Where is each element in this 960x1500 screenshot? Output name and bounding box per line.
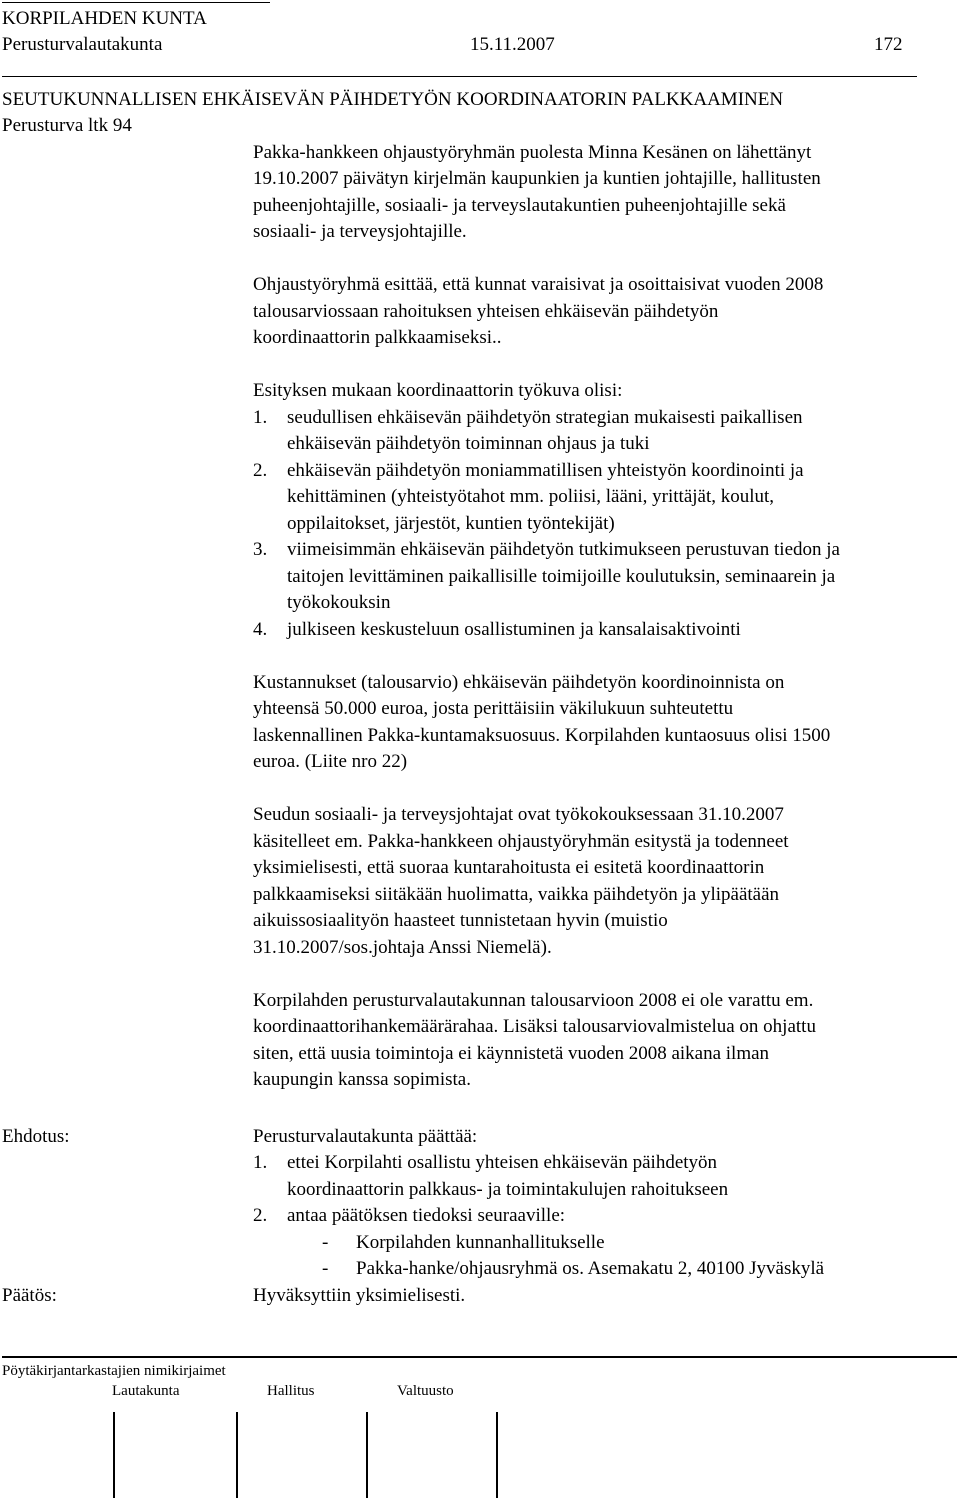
proposal-line-1: Ohjaustyöryhmä esittää, että kunnat varaisivat ja osoittaisivat vuoden 2008: [253, 274, 824, 295]
duty-2-line-3: oppilaitokset, järjestöt, kuntien työntekijät): [287, 513, 615, 534]
regional-line-4: palkkaamiseksi siitäkään huolimatta, vaikka päihdetyön ja ylipäätään: [253, 884, 780, 905]
proposal-line-2: talousarviossaan rahoituksen yhteisen ehkäisevän päihdetyön: [253, 301, 719, 322]
duty-1-line-1: seudullisen ehkäisevän päihdetyön strategian mukaisesti paikallisen: [287, 407, 803, 428]
budget-line-1: Korpilahden perusturvalautakunnan talousarvioon 2008 ei ole varattu em.: [253, 990, 814, 1011]
duty-4-line-1: julkiseen keskusteluun osallistuminen ja kansalaisaktivointi: [287, 619, 741, 640]
duty-3-line-3: työkokouksin: [287, 592, 391, 613]
ehdotus-heading: Perusturvalautakunta päättää:: [253, 1126, 478, 1147]
duty-3-line-2: taitojen levittäminen paikallisille toimijoille koulutuksin, seminaarein ja: [287, 566, 836, 587]
duty-3-number: 3.: [253, 539, 268, 560]
ehdotus-item-1-line-1: ettei Korpilahti osallistu yhteisen ehkäisevän päihdetyön: [287, 1152, 718, 1173]
intro-line-3: puheenjohtajille, sosiaali- ja terveyslautakuntien puheenjohtajille sekä: [253, 195, 786, 216]
signature-divider-2: [236, 1412, 238, 1498]
duty-2-number: 2.: [253, 460, 268, 481]
footer-column-lautakunta: Lautakunta: [112, 1383, 180, 1399]
recipient-2-dash: -: [322, 1258, 329, 1279]
ehdotus-item-1-number: 1.: [253, 1152, 268, 1173]
duty-1-line-2: ehkäisevän päihdetyön toiminnan ohjaus ja tuki: [287, 433, 650, 454]
signature-divider-1: [113, 1412, 115, 1498]
header-rule: [2, 76, 917, 77]
budget-line-3: siten, että uusia toimintoja ei käynnistetä vuoden 2008 aikana ilman: [253, 1043, 770, 1064]
duty-4-number: 4.: [253, 619, 268, 640]
initials-label: Pöytäkirjantarkastajien nimikirjaimet: [2, 1363, 226, 1379]
duty-1-number: 1.: [253, 407, 268, 428]
duty-3-line-1: viimeisimmän ehkäisevän päihdetyön tutkimukseen perustuvan tiedon ja: [287, 539, 840, 560]
ehdotus-item-1-line-2: koordinaattorin palkkaus- ja toimintakulujen rahoitukseen: [287, 1179, 729, 1200]
header-top-rule: [2, 2, 270, 3]
footer-rule: [2, 1356, 957, 1358]
costs-line-4: euroa. (Liite nro 22): [253, 751, 408, 772]
duty-2-line-1: ehkäisevän päihdetyön moniammatillisen yhteistyön koordinointi ja: [287, 460, 804, 481]
page-number: 172: [874, 34, 903, 55]
regional-line-3: yksimielisesti, että suoraa kuntarahoitusta ei esitetä koordinaattorin: [253, 857, 765, 878]
regional-line-5: aikuissosiaalityön haasteet tunnistetaan hyvin (muistio: [253, 910, 668, 931]
costs-line-1: Kustannukset (talousarvio) ehkäisevän päihdetyön koordinoinnista on: [253, 672, 785, 693]
costs-line-2: yhteensä 50.000 euroa, josta perittäisiin väkilukuun suhteutettu: [253, 698, 734, 719]
regional-line-2: käsitelleet em. Pakka-hankkeen ohjaustyöryhmän esitystä ja todenneet: [253, 831, 789, 852]
recipient-1-text: Korpilahden kunnanhallitukselle: [356, 1232, 605, 1253]
recipient-1-dash: -: [322, 1232, 329, 1253]
section-reference: Perusturva ltk 94: [2, 115, 132, 136]
budget-line-2: koordinaattorihankemäärärahaa. Lisäksi talousarviovalmistelua on ohjattu: [253, 1016, 816, 1037]
ehdotus-label: Ehdotus:: [2, 1126, 70, 1147]
board-name: Perusturvalautakunta: [2, 34, 163, 55]
ehdotus-item-2-number: 2.: [253, 1205, 268, 1226]
signature-divider-4: [496, 1412, 498, 1498]
intro-line-2: 19.10.2007 päivätyn kirjelmän kaupunkien ja kuntien johtajille, hallitusten: [253, 168, 821, 189]
regional-line-1: Seudun sosiaali- ja terveysjohtajat ovat työkokouksessaan 31.10.2007: [253, 804, 784, 825]
ehdotus-item-2-text: antaa päätöksen tiedoksi seuraaville:: [287, 1205, 566, 1226]
footer-column-hallitus: Hallitus: [267, 1383, 315, 1399]
footer-column-valtuusto: Valtuusto: [397, 1383, 454, 1399]
intro-line-1: Pakka-hankkeen ohjaustyöryhmän puolesta Minna Kesänen on lähettänyt: [253, 142, 812, 163]
document-title: SEUTUKUNNALLISEN EHKÄISEVÄN PÄIHDETYÖN KOORDINAATORIN PALKKAAMINEN: [2, 89, 784, 110]
signature-divider-3: [366, 1412, 368, 1498]
recipient-2-text: Pakka-hanke/ohjausryhmä os. Asemakatu 2, 40100 Jyväskylä: [356, 1258, 825, 1279]
organization-name: KORPILAHDEN KUNTA: [2, 8, 207, 29]
regional-line-6: 31.10.2007/sos.johtaja Anssi Niemelä).: [253, 937, 552, 958]
paatos-label: Päätös:: [2, 1285, 57, 1306]
intro-line-4: sosiaali- ja terveysjohtajille.: [253, 221, 467, 242]
paatos-text: Hyväksyttiin yksimielisesti.: [253, 1285, 466, 1306]
budget-line-4: kaupungin kanssa sopimista.: [253, 1069, 471, 1090]
duty-2-line-2: kehittäminen (yhteistyötahot mm. poliisi, lääni, yrittäjät, koulut,: [287, 486, 775, 507]
meeting-date: 15.11.2007: [470, 34, 555, 55]
proposal-line-3: koordinaattorin palkkaamiseksi..: [253, 327, 502, 348]
costs-line-3: laskennallinen Pakka-kuntamaksuosuus. Korpilahden kuntaosuus olisi 1500: [253, 725, 831, 746]
duties-heading: Esityksen mukaan koordinaattorin työkuva olisi:: [253, 380, 623, 401]
